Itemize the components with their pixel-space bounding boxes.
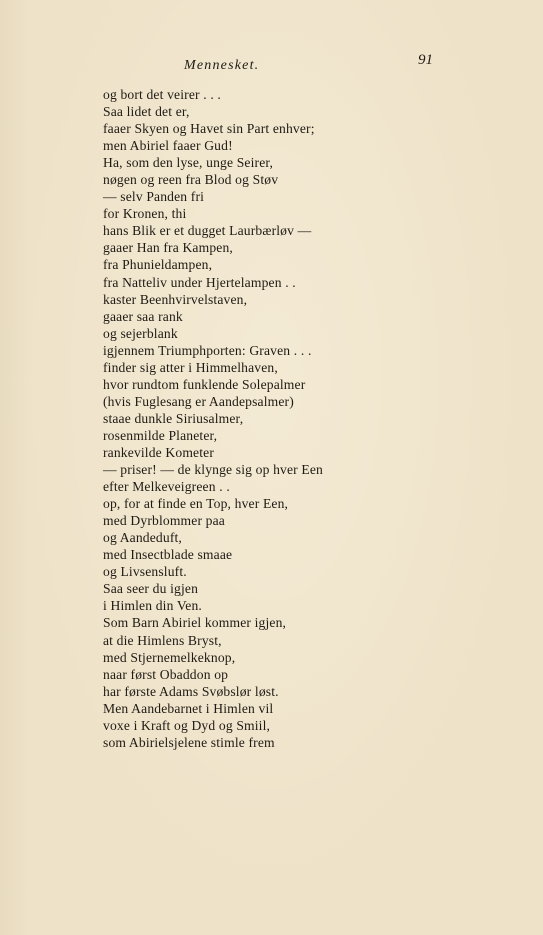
verse-line: rankevilde Kometer xyxy=(103,444,215,460)
verse-line: Men Aandebarnet i Himlen vil xyxy=(103,700,274,716)
verse-line: som Abirielsjelene stimle frem xyxy=(103,734,275,750)
verse-line: hvor rundtom funklende Solepalmer xyxy=(103,376,306,392)
verse-line: staae dunkle Siriusalmer, xyxy=(103,410,244,426)
verse-line: naar først Obaddon op xyxy=(103,666,229,682)
verse-line: i Himlen din Ven. xyxy=(103,598,202,614)
verse-line: og bort det veirer . . . xyxy=(103,87,221,102)
verse-line: fra Phunieldampen, xyxy=(103,257,213,273)
poem-text xyxy=(103,86,383,751)
verse-line: Saa seer du igjen xyxy=(103,581,199,597)
verse-line: med Dyrblommer paa xyxy=(103,513,225,529)
verse-line: Som Barn Abiriel kommer igjen, xyxy=(103,615,287,631)
verse-line: med Insectblade smaae xyxy=(103,547,233,563)
verse-line: for Kronen, thi xyxy=(103,206,187,222)
verse-line: gaaer saa rank xyxy=(103,308,183,324)
verse-line: og Livsensluft. xyxy=(103,564,187,580)
verse-line: at die Himlens Bryst, xyxy=(103,632,222,648)
verse-line: men Abiriel faaer Gud! xyxy=(103,138,233,154)
verse-line: og Aandeduft, xyxy=(103,530,182,546)
verse-line: — selv Panden fri xyxy=(103,189,205,205)
verse-line: har første Adams Svøbslør løst. xyxy=(103,683,279,699)
verse-line: (hvis Fuglesang er Aandepsalmer) xyxy=(103,393,294,409)
verse-line: voxe i Kraft og Dyd og Smiil, xyxy=(103,717,271,733)
verse-line: finder sig atter i Himmelhaven, xyxy=(103,359,278,375)
verse-line: — priser! — de klynge sig op hver Een xyxy=(103,462,323,478)
page-number: 91 xyxy=(418,52,433,68)
verse-line: med Stjernemelkeknop, xyxy=(103,649,236,665)
verse-line: og sejerblank xyxy=(103,325,178,341)
verse-line: Saa lidet det er, xyxy=(103,104,190,120)
verse-line: efter Melkeveigreen . . xyxy=(103,479,230,495)
verse-line: faaer Skyen og Havet sin Part enhver; xyxy=(103,121,315,137)
verse-line: Ha, som den lyse, unge Seirer, xyxy=(103,155,274,171)
verse-line: nøgen og reen fra Blod og Støv xyxy=(103,172,279,188)
verse-line: gaaer Han fra Kampen, xyxy=(103,240,233,256)
running-head: Mennesket. xyxy=(184,58,260,73)
verse-line: hans Blik er et dugget Laurbærløv — xyxy=(103,223,312,239)
verse-line: rosenmilde Planeter, xyxy=(103,427,218,443)
verse-line: kaster Beenhvirvelstaven, xyxy=(103,291,248,307)
verse-line: op, for at finde en Top, hver Een, xyxy=(103,496,289,512)
verse-line: igjennem Triumphporten: Graven . . . xyxy=(103,342,312,358)
verse-line: fra Natteliv under Hjertelampen . . xyxy=(103,274,296,290)
